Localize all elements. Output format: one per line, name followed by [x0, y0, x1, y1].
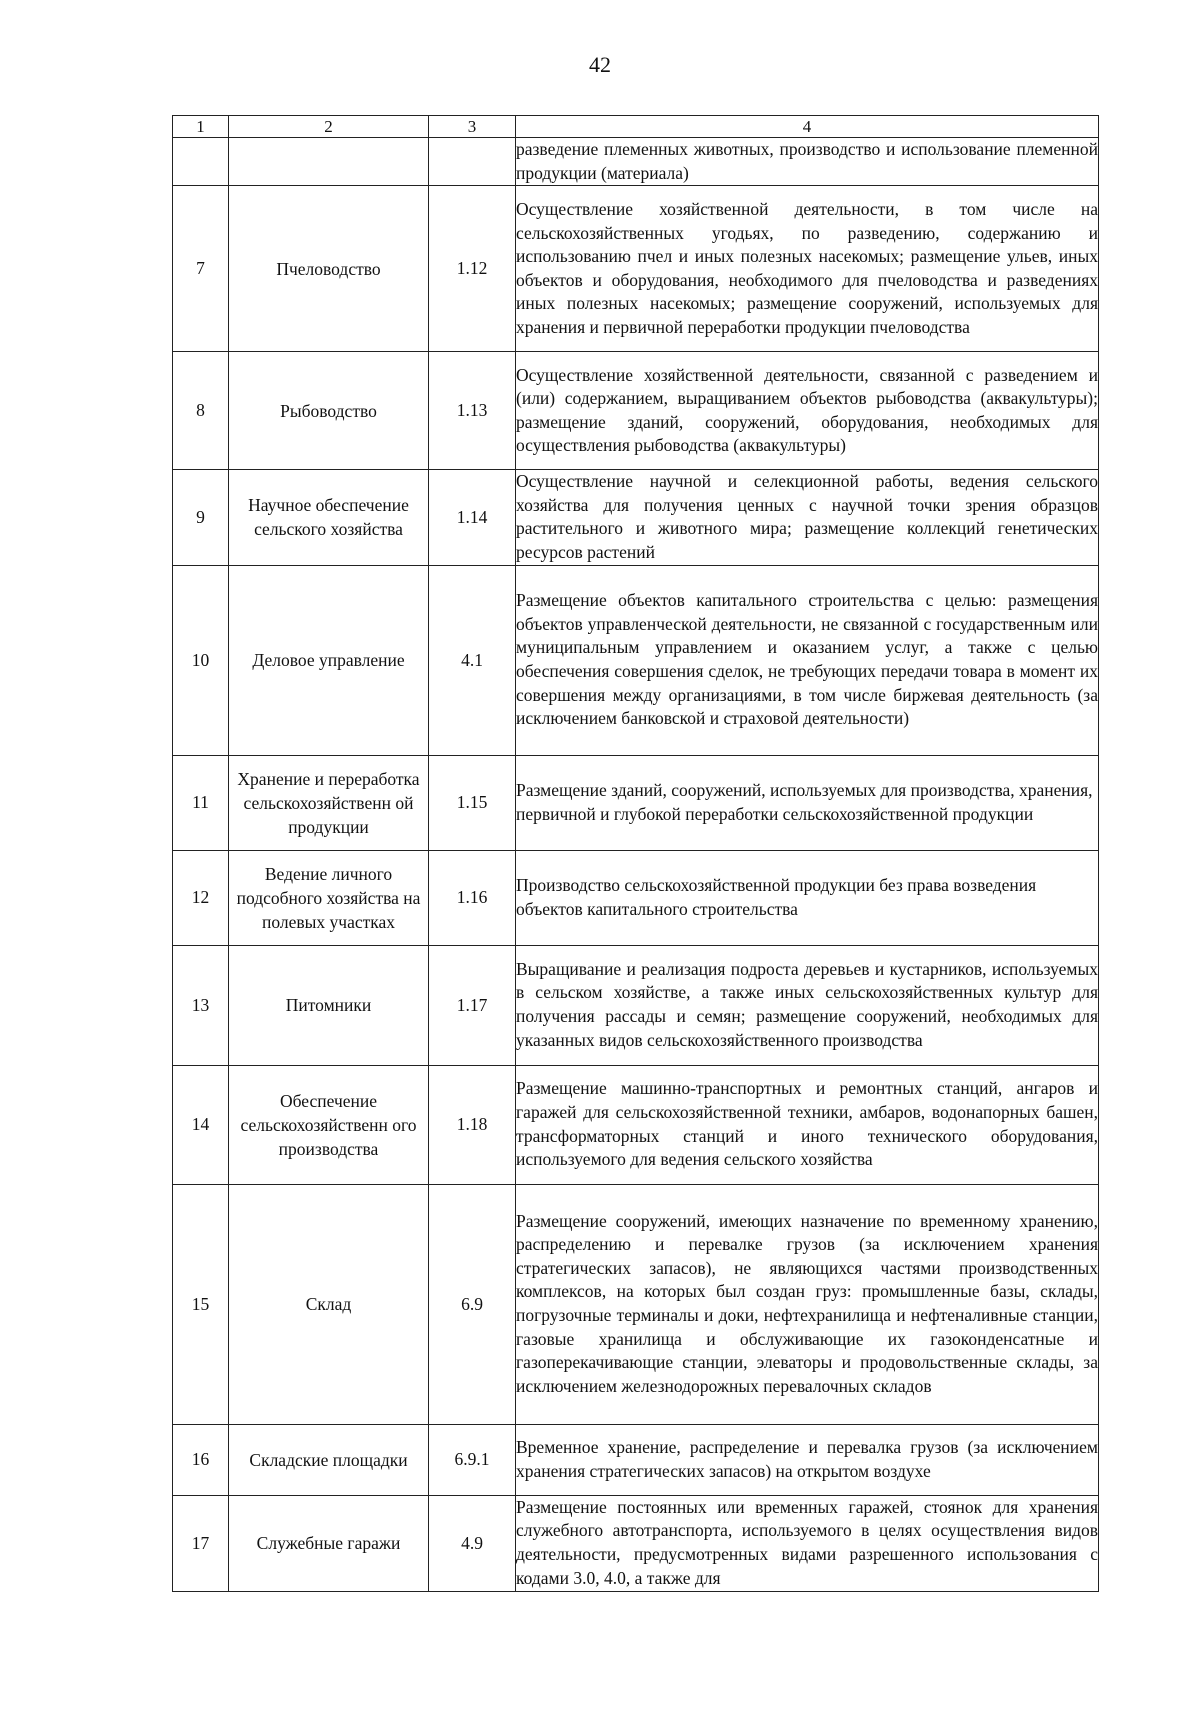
- row-number: 8: [173, 352, 229, 470]
- description-text: Осуществление научной и селекционной работы, ведения сельского хозяйства для получения ценных с научной точки зрения образцов растительного и животного мира; размещение коллекций генетических ресурсов растений: [516, 471, 1098, 562]
- land-use-name: Складские площадки: [229, 1424, 429, 1495]
- table-row: [173, 470, 1099, 565]
- header-col-3: 3: [429, 116, 516, 138]
- row-number: 9: [173, 470, 229, 565]
- table-row: [173, 352, 1099, 470]
- land-use-name: Ведение личного подсобного хозяйства на полевых участках: [229, 850, 429, 945]
- land-use-description: [516, 138, 1099, 186]
- header-row: [173, 116, 1099, 138]
- table-row: [173, 565, 1099, 755]
- header-col-4: 4: [516, 116, 1099, 138]
- table-row: [173, 1184, 1099, 1424]
- row-number: 16: [173, 1424, 229, 1495]
- land-use-name: Научное обеспечение сельского хозяйства: [229, 470, 429, 565]
- table-row: [173, 850, 1099, 945]
- land-use-name: [229, 138, 429, 186]
- land-use-code: 1.17: [429, 945, 516, 1065]
- land-use-code: 6.9.1: [429, 1424, 516, 1495]
- land-use-code: 1.13: [429, 352, 516, 470]
- land-use-description: [516, 470, 1099, 565]
- land-use-description: [516, 755, 1099, 850]
- land-use-description: [516, 1065, 1099, 1184]
- description-text: разведение племенных животных, производство и использование племенной продукции (материала): [516, 139, 1098, 183]
- table-row: [173, 1424, 1099, 1495]
- table-row: [173, 1495, 1099, 1591]
- description-text: Размещение постоянных или временных гаражей, стоянок для хранения служебного автотранспорта, используемого в целях осуществления видов деятельности, предусмотренных видами разрешенного использования с кодами 3.0, 4.0, а также для: [516, 1496, 1098, 1588]
- description-text: Производство сельскохозяйственной продукции без права возведения объектов капитального строительства: [516, 874, 1037, 919]
- land-use-name: Хранение и переработка сельскохозяйственн ой продукции: [229, 755, 429, 850]
- description-text: Осуществление хозяйственной деятельности, связанной с разведением и (или) содержанием, выращиванием объектов рыбоводства (аквакультуры); размещение зданий, сооружений, оборудования, необходимых для осуществления рыбоводства (аквакультуры): [516, 364, 1098, 456]
- header-col-1: 1: [173, 116, 229, 138]
- description-text: Осуществление хозяйственной деятельности, в том числе на сельскохозяйственных угодьях, по разведению, содержанию и использованию пчел и иных полезных насекомых; размещение ульев, иных объектов и оборудования, необходимого для пчеловодства и разведениях иных полезных насекомых; размещение сооружений, используемых для хранения и первичной переработки продукции пчеловодства: [516, 198, 1098, 337]
- land-use-code: 1.16: [429, 850, 516, 945]
- land-use-name: Пчеловодство: [229, 186, 429, 352]
- description-text: Размещение машинно-транспортных и ремонтных станций, ангаров и гаражей для сельскохозяйственной техники, амбаров, водонапорных башен, трансформаторных станций и иного технического оборудования, используемого для ведения сельского хозяйства: [516, 1078, 1098, 1170]
- land-use-description: [516, 850, 1099, 945]
- land-use-code: 4.1: [429, 565, 516, 755]
- row-number: 11: [173, 755, 229, 850]
- row-number: 10: [173, 565, 229, 755]
- description-text: Размещение объектов капитального строительства с целью: размещения объектов управленческой деятельности, не связанной с государственным или муниципальным управлением и оказанием услуг, а также с целью обеспечения совершения сделок, не требующих передачи товара в момент их совершения между организациями, в том числе биржевая деятельность (за исключением банковской и страховой деятельности): [516, 590, 1098, 729]
- land-use-code: 1.14: [429, 470, 516, 565]
- land-use-name: Склад: [229, 1184, 429, 1424]
- row-number: 15: [173, 1184, 229, 1424]
- header-col-2: 2: [229, 116, 429, 138]
- land-use-code: 1.15: [429, 755, 516, 850]
- row-number: 12: [173, 850, 229, 945]
- row-number: 7: [173, 186, 229, 352]
- land-use-code: 6.9: [429, 1184, 516, 1424]
- row-number: 14: [173, 1065, 229, 1184]
- land-use-table: [172, 115, 1099, 1592]
- land-use-description: [516, 1495, 1099, 1591]
- description-text: Размещение зданий, сооружений, используемых для производства, хранения, первичной и глубокой переработки сельскохозяйственной продукции: [516, 779, 1093, 824]
- land-use-code: 4.9: [429, 1495, 516, 1591]
- land-use-name: Служебные гаражи: [229, 1495, 429, 1591]
- land-use-description: [516, 1424, 1099, 1495]
- land-use-description: [516, 352, 1099, 470]
- row-number: [173, 138, 229, 186]
- land-use-name: Деловое управление: [229, 565, 429, 755]
- land-use-code: 1.18: [429, 1065, 516, 1184]
- page-number: 42: [589, 52, 611, 77]
- description-text: Временное хранение, распределение и перевалка грузов (за исключением хранения стратегических запасов) на открытом воздухе: [516, 1436, 1098, 1481]
- land-use-description: [516, 186, 1099, 352]
- land-use-name: Рыбоводство: [229, 352, 429, 470]
- table-row: [173, 186, 1099, 352]
- table-row: [173, 755, 1099, 850]
- table-row: [173, 138, 1099, 186]
- row-number: 17: [173, 1495, 229, 1591]
- description-text: Выращивание и реализация подроста деревьев и кустарников, используемых в сельском хозяйстве, а также иных сельскохозяйственных культур для получения рассады и семян; размещение сооружений, необходимых для указанных видов сельскохозяйственного производства: [516, 958, 1098, 1050]
- description-text: Размещение сооружений, имеющих назначение по временному хранению, распределению и перевалке грузов (за исключением хранения стратегических запасов), не являющихся частями производственных комплексов, на которых был создан груз: промышленные базы, склады, погрузочные терминалы и доки, нефтехранилища и нефтеналивные станции, газовые хранилища и обслуживающие их газоконденсатные и газоперекачивающие станции, элеваторы и продовольственные склады, за исключением железнодорожных перевалочных складов: [516, 1210, 1098, 1396]
- land-use-description: [516, 1184, 1099, 1424]
- land-use-code: [429, 138, 516, 186]
- land-use-description: [516, 565, 1099, 755]
- table-row: [173, 1065, 1099, 1184]
- table-row: [173, 945, 1099, 1065]
- land-use-name: Питомники: [229, 945, 429, 1065]
- row-number: 13: [173, 945, 229, 1065]
- land-use-code: 1.12: [429, 186, 516, 352]
- land-use-name: Обеспечение сельскохозяйственн ого производства: [229, 1065, 429, 1184]
- land-use-description: [516, 945, 1099, 1065]
